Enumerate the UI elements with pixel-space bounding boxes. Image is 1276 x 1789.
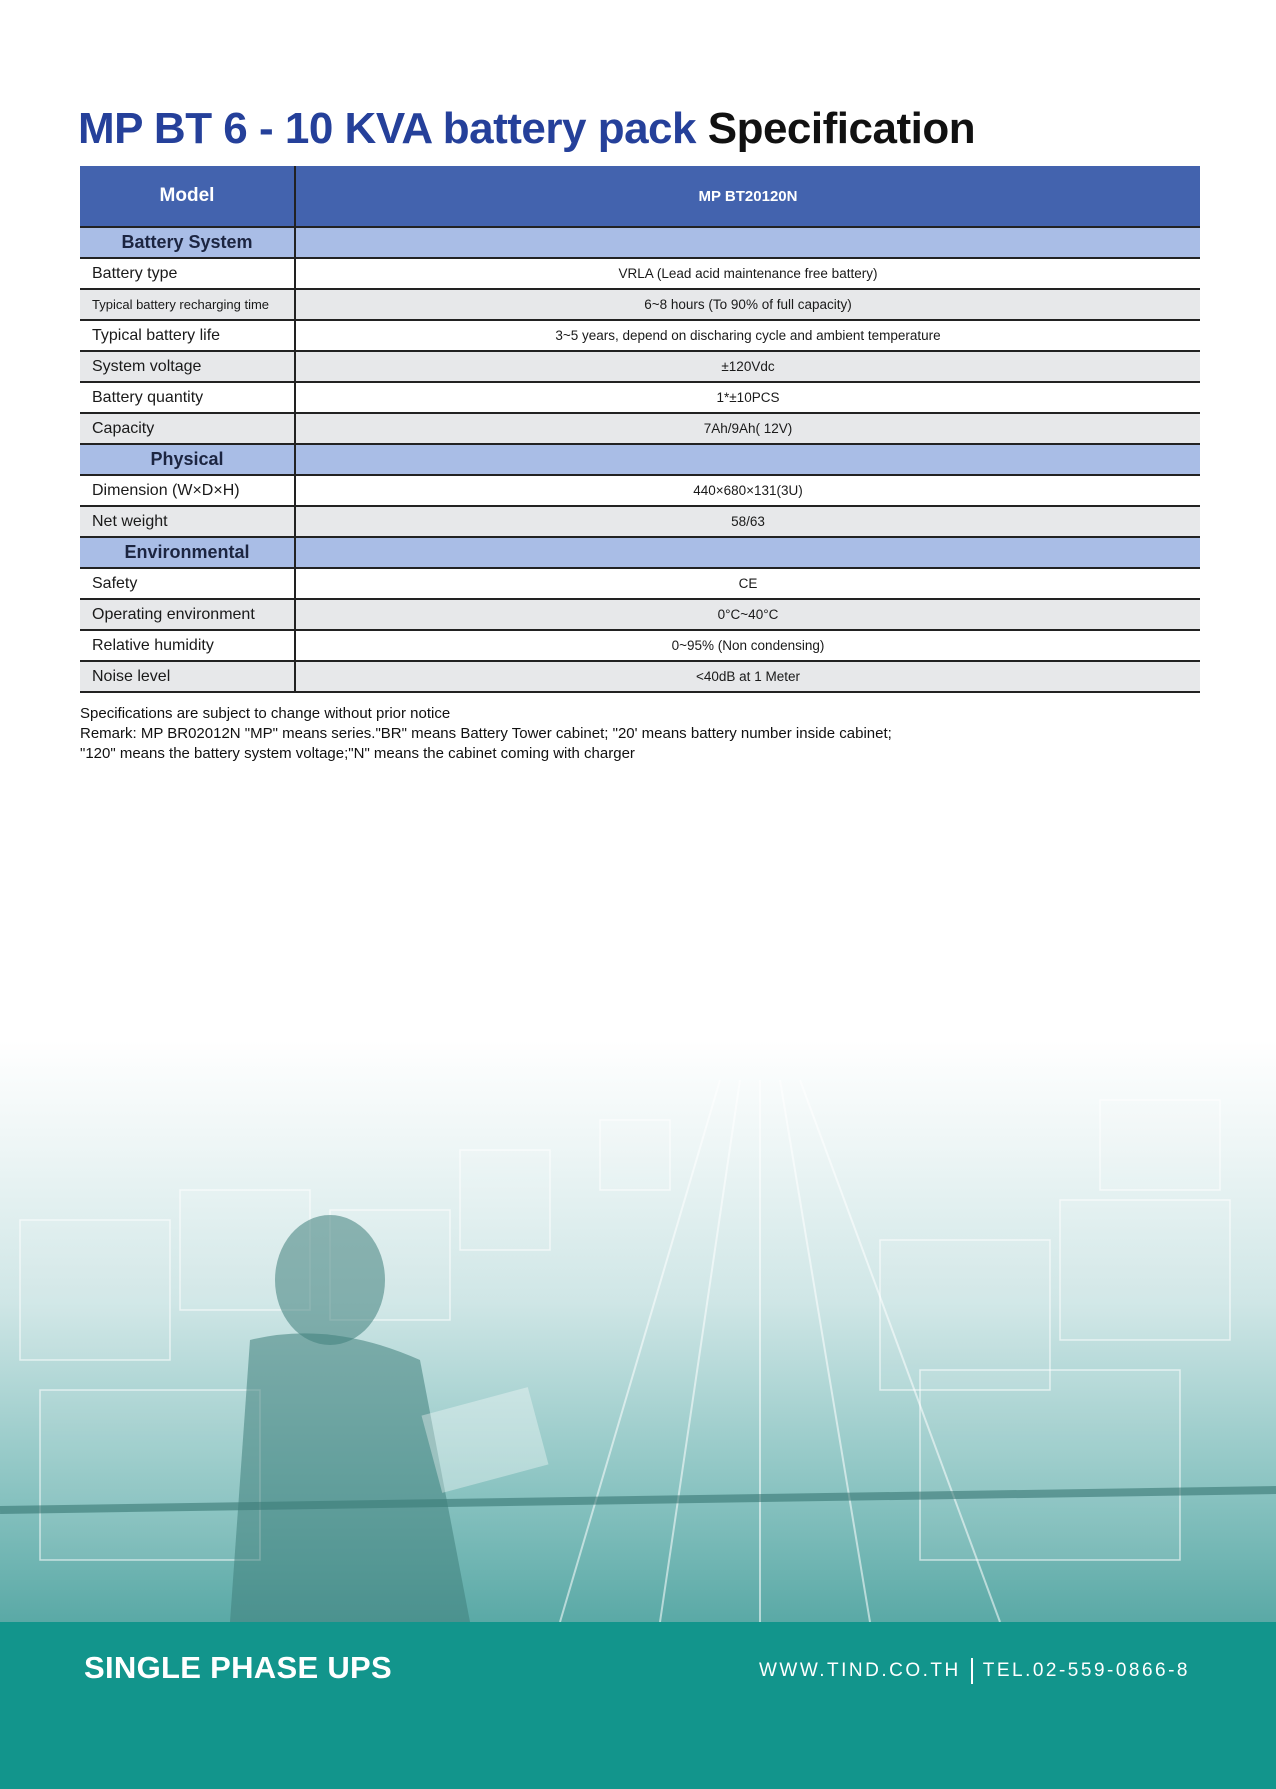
divider: [971, 1658, 973, 1684]
section-row-physical: [80, 444, 1200, 475]
spec-value: 440×680×131(3U): [295, 475, 1200, 506]
spec-label: Battery type: [80, 258, 295, 289]
header-model-label: Model: [80, 166, 295, 227]
spec-label: Safety: [80, 568, 295, 599]
spec-label: Battery quantity: [80, 382, 295, 413]
spec-value: CE: [295, 568, 1200, 599]
spec-value: 6~8 hours (To 90% of full capacity): [295, 289, 1200, 320]
table-row: [80, 382, 1200, 413]
spec-value: 1*±10PCS: [295, 382, 1200, 413]
spec-value: 3~5 years, depend on discharing cycle and ambient temperature: [295, 320, 1200, 351]
spec-value: 0~95% (Non condensing): [295, 630, 1200, 661]
spec-value: 58/63: [295, 506, 1200, 537]
table-row: [80, 661, 1200, 692]
table-row: [80, 506, 1200, 537]
table-row: [80, 258, 1200, 289]
spec-value: VRLA (Lead acid maintenance free battery): [295, 258, 1200, 289]
remark-line-2: "120" means the battery system voltage;"N" means the cabinet coming with charger: [80, 745, 635, 762]
page-title: [78, 104, 975, 154]
table-row: [80, 289, 1200, 320]
section-row-environmental: [80, 537, 1200, 568]
specification-table: [80, 166, 1200, 693]
spec-label: Typical battery life: [80, 320, 295, 351]
spec-label: Noise level: [80, 661, 295, 692]
spec-value: <40dB at 1 Meter: [295, 661, 1200, 692]
table-row: [80, 320, 1200, 351]
phone-number: TEL.02-559-0866-8: [982, 1660, 1190, 1682]
section-title: Physical: [80, 444, 295, 475]
spec-label: Operating environment: [80, 599, 295, 630]
spec-value: 0°C~40°C: [295, 599, 1200, 630]
website-link[interactable]: WWW.TIND.CO.TH: [758, 1660, 961, 1682]
spec-label: Relative humidity: [80, 630, 295, 661]
disclaimer-note: Specifications are subject to change without prior notice: [80, 705, 451, 722]
remark-line-1: Remark: MP BR02012N "MP" means series."BR" means Battery Tower cabinet; "20' means battery number inside cabinet;: [80, 725, 892, 742]
spec-label: Typical battery recharging time: [80, 289, 295, 320]
table-row: [80, 413, 1200, 444]
section-title: Environmental: [80, 537, 295, 568]
product-line-label: SINGLE PHASE UPS: [84, 1650, 392, 1685]
spec-label: System voltage: [80, 351, 295, 382]
data-center-background-image: [0, 1040, 1276, 1622]
table-row: [80, 599, 1200, 630]
title-specification: Specification: [707, 104, 976, 153]
table-row: [80, 351, 1200, 382]
spec-label: Capacity: [80, 413, 295, 444]
table-row: [80, 568, 1200, 599]
contact-info: [759, 1658, 1190, 1684]
data-center-illustration: [0, 1040, 1276, 1622]
section-row-battery-system: [80, 227, 1200, 258]
footer-bar: [0, 1622, 1276, 1789]
table-row: [80, 475, 1200, 506]
spec-value: ±120Vdc: [295, 351, 1200, 382]
spec-label: Net weight: [80, 506, 295, 537]
footnotes: [80, 704, 1180, 764]
header-model-value: MP BT20120N: [295, 166, 1200, 227]
section-title: Battery System: [80, 227, 295, 258]
table-header-row: [80, 166, 1200, 227]
spec-value: 7Ah/9Ah( 12V): [295, 413, 1200, 444]
table-row: [80, 630, 1200, 661]
spec-label: Dimension (W×D×H): [80, 475, 295, 506]
title-product: MP BT 6 - 10 KVA battery pack: [78, 104, 696, 153]
